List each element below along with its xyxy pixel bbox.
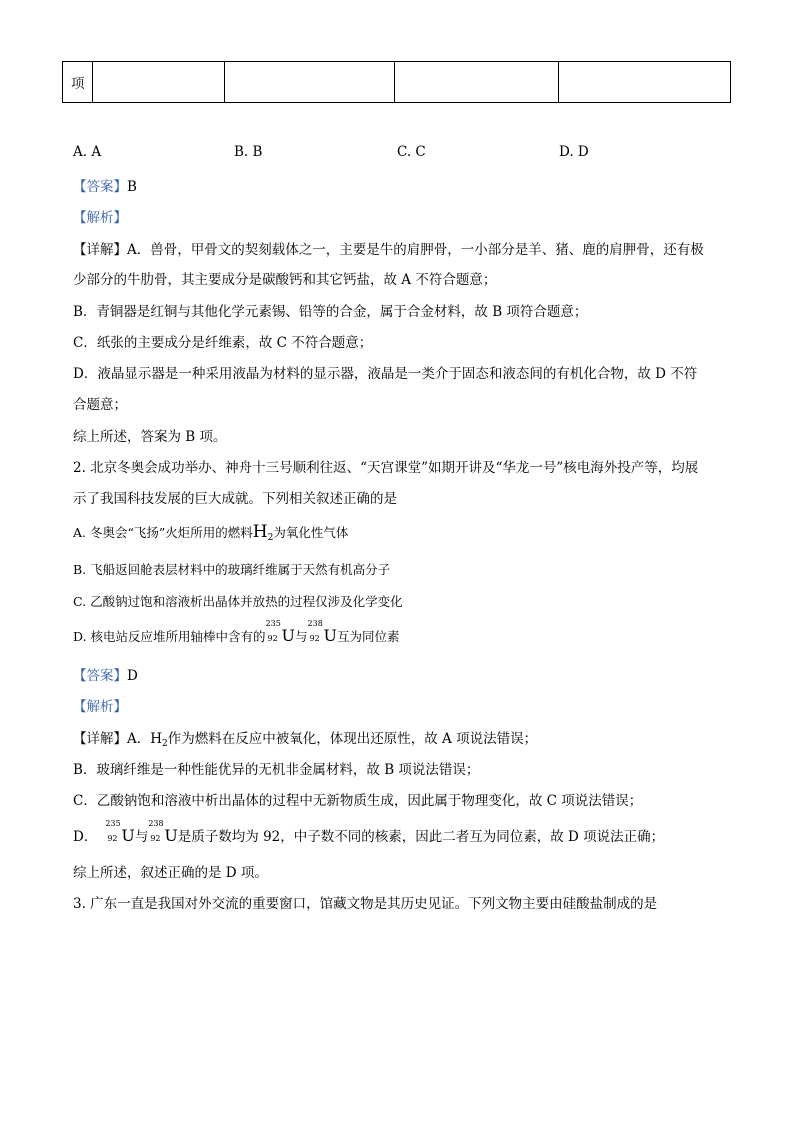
mass-number: 238 <box>148 819 164 828</box>
option-text: 与 <box>295 629 308 644</box>
mass-number: 235 <box>265 619 281 628</box>
option-text: D. 核电站反应堆所用轴棒中含有的 <box>73 629 266 644</box>
q2-option-d <box>73 619 400 645</box>
table-row <box>63 62 731 103</box>
atomic-number: 92 <box>267 634 278 643</box>
q1-option-b: B. B <box>234 144 263 160</box>
detail-text: 作为燃料在反应中被氧化，体现出还原性，故 A 项说法错误； <box>167 731 538 747</box>
mass-number: 238 <box>307 619 323 628</box>
q2-detail-line: C．乙酸钠饱和溶液中析出晶体的过程中无新物质生成，因此属于物理变化，故 C 项说法错误； <box>73 793 643 809</box>
q3-stem: 3. 广东一直是我国对外交流的重要窗口，馆藏文物是其历史见证。下列文物主要由硅酸盐制成的是 <box>73 896 658 912</box>
q1-detail-line: C．纸张的主要成分是纤维素，故 C 不符合题意； <box>73 335 373 351</box>
q1-detail-line: 少部分的牛肋骨，其主要成分是碳酸钙和其它钙盐，故 A 不符合题意； <box>73 272 497 288</box>
q2-option-c: C. 乙酸钠过饱和溶液析出晶体并放热的过程仅涉及化学变化 <box>73 594 403 609</box>
mass-number: 235 <box>105 819 121 828</box>
answer-label: 【答案】 <box>73 668 127 684</box>
option-text: A. 冬奥会“飞扬”火炬所用的燃料 <box>73 525 253 540</box>
table-cell <box>225 62 395 103</box>
detail-label: 【详解】 <box>73 242 127 258</box>
q2-option-b: B. 飞船返回舱表层材料中的玻璃纤维属于天然有机高分子 <box>73 562 391 577</box>
element-symbol: U <box>281 626 296 645</box>
q2-option-a <box>73 522 348 543</box>
option-text: 为氧化性气体 <box>273 525 349 540</box>
detail-text: 与 <box>134 829 149 845</box>
detail-text: 是质子数均为 92，中子数不同的核素，因此二者互为同位素，故 D 项说法正确； <box>177 829 665 845</box>
q2-analysis-label: 【解析】 <box>73 699 127 715</box>
nuclide-notation <box>148 819 164 843</box>
q2-stem-line: 2. 北京冬奥会成功举办、神舟十三号顺利往返、“天宫课堂”如期开讲及“华龙一号”核电海外投产等，均展 <box>73 460 699 476</box>
q1-detail-line: 合题意； <box>73 397 127 413</box>
table-cell <box>93 62 225 103</box>
table-cell <box>395 62 559 103</box>
option-text: 互为同位素 <box>337 629 400 644</box>
q1-answer <box>73 175 137 195</box>
q1-detail-line <box>73 238 704 258</box>
detail-text: D． <box>73 829 98 845</box>
q1-option-c: C. C <box>397 144 426 160</box>
table-cell: 项 <box>63 62 93 103</box>
q2-detail-line: B．玻璃纤维是一种性能优异的无机非金属材料，故 B 项说法错误； <box>73 762 480 778</box>
answer-label: 【答案】 <box>73 179 127 195</box>
q1-detail-line: D．液晶显示器是一种采用液晶为材料的显示器，液晶是一类介于固态和液态间的有机化合物，故 D 不符 <box>73 366 698 382</box>
atomic-number: 92 <box>309 634 320 643</box>
formula-subscript: 2 <box>162 739 168 749</box>
q1-analysis-label: 【解析】 <box>73 210 127 226</box>
detail-text: A．H <box>127 731 163 747</box>
nuclide-notation <box>307 619 324 643</box>
answer-value: B <box>127 179 137 195</box>
answer-value: D <box>127 668 138 684</box>
nuclide-notation <box>265 619 282 643</box>
nuclide-notation <box>105 819 121 843</box>
q2-stem-line: 示了我国科技发展的巨大成就。下列相关叙述正确的是 <box>73 491 397 507</box>
element-symbol: U <box>164 826 178 845</box>
q1-summary: 综上所述，答案为 B 项。 <box>73 429 227 445</box>
formula: H <box>252 522 268 542</box>
atomic-number: 92 <box>150 834 161 843</box>
detail-label: 【详解】 <box>73 731 127 747</box>
table-cell <box>559 62 731 103</box>
element-symbol: U <box>121 826 135 845</box>
q1-option-a: A. A <box>73 144 102 160</box>
formula-subscript: 2 <box>267 533 274 543</box>
detail-text: A．兽骨，甲骨文的契刻载体之一，主要是牛的肩胛骨，一小部分是羊、猪、鹿的肩胛骨，还有极 <box>127 242 704 258</box>
top-table <box>62 61 731 103</box>
q2-detail-line <box>73 727 537 749</box>
element-symbol: U <box>323 626 338 645</box>
q1-detail-line: B．青铜器是红铜与其他化学元素锡、铅等的合金，属于合金材料，故 B 项符合题意； <box>73 304 588 320</box>
atomic-number: 92 <box>107 834 118 843</box>
q2-summary: 综上所述，叙述正确的是 D 项。 <box>73 865 268 881</box>
q2-answer <box>73 664 138 684</box>
q1-option-d: D. D <box>559 144 589 160</box>
q2-detail-line <box>73 819 665 845</box>
